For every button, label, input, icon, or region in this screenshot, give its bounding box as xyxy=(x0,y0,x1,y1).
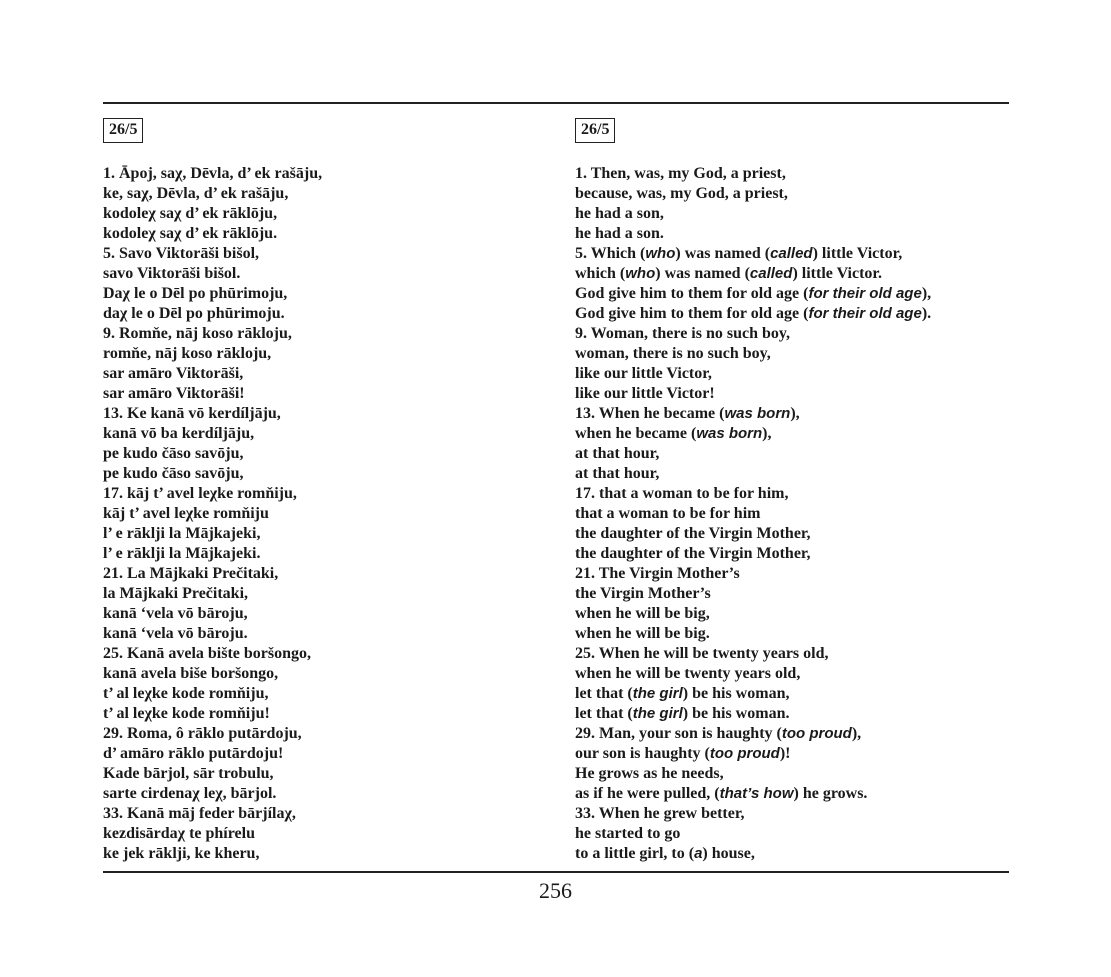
italic-gloss: called xyxy=(770,245,813,262)
translation-line xyxy=(575,344,1009,364)
translation-line xyxy=(575,764,1009,784)
verse-line: kanā ‘vela vō bāroju, xyxy=(103,605,248,622)
verse-line: sar amāro Viktorāši, xyxy=(103,365,244,382)
translation-verse-lines xyxy=(575,164,1009,864)
original-verse-lines xyxy=(103,164,543,864)
translation-line xyxy=(575,724,1009,744)
song-reference-tag: 26/5 xyxy=(575,118,615,143)
line-segment: 5. Which ( xyxy=(575,245,646,262)
translation-column xyxy=(575,118,1009,864)
italic-gloss: for their old age xyxy=(808,305,922,322)
line-segment: he started to go xyxy=(575,825,681,842)
translation-line xyxy=(575,464,1009,484)
verse-line: 25. Kanā avela bište boršongo, xyxy=(103,645,312,662)
verse-line: la Mājkaki Prečitaki, xyxy=(103,585,249,602)
translation-line xyxy=(575,284,1009,304)
verse-line: pe kudo čāso savōju, xyxy=(103,445,244,462)
line-segment: ). xyxy=(921,305,932,322)
translation-line xyxy=(575,644,1009,664)
line-segment: ) be his woman. xyxy=(682,705,790,722)
line-segment: the Virgin Mother’s xyxy=(575,585,711,602)
line-segment: 13. When he became ( xyxy=(575,405,725,422)
italic-gloss: for their old age xyxy=(808,285,922,302)
line-segment: ) he grows. xyxy=(793,785,868,802)
verse-line: 13. Ke kanā vō kerdíljāju, xyxy=(103,405,281,422)
line-segment: ), xyxy=(851,725,862,742)
italic-gloss: a xyxy=(694,845,703,862)
line-segment: ) little Victor. xyxy=(792,265,883,282)
translation-line xyxy=(575,364,1009,384)
translation-line xyxy=(575,804,1009,824)
verse-line: savo Viktorāši bišol. xyxy=(103,265,241,282)
verse-line: kodoleχ saχ d’ ek rāklōju. xyxy=(103,225,278,242)
line-segment: he had a son, xyxy=(575,205,664,222)
italic-gloss: the girl xyxy=(632,685,683,702)
line-segment: 29. Man, your son is haughty ( xyxy=(575,725,782,742)
translation-line xyxy=(575,224,1009,244)
italic-gloss: who xyxy=(645,245,676,262)
line-segment: like our little Victor! xyxy=(575,385,715,402)
line-segment: which ( xyxy=(575,265,626,282)
translation-line xyxy=(575,444,1009,464)
verse-line: ke jek rāklji, ke kheru, xyxy=(103,845,260,862)
line-segment: ) be his woman, xyxy=(682,685,790,702)
verse-line: Daχ le o Dēl po phūrimoju, xyxy=(103,285,288,302)
line-segment: God give him to them for old age ( xyxy=(575,305,809,322)
line-segment: because, was, my God, a priest, xyxy=(575,185,788,202)
line-segment: that a woman to be for him xyxy=(575,505,761,522)
line-segment: 21. The Virgin Mother’s xyxy=(575,565,740,582)
translation-line xyxy=(575,264,1009,284)
song-reference-tag: 26/5 xyxy=(103,118,143,143)
italic-gloss: too proud xyxy=(781,725,852,742)
line-segment: to a little girl, to ( xyxy=(575,845,695,862)
verse-line: sar amāro Viktorāši! xyxy=(103,385,245,402)
verse-line: 29. Roma, ô rāklo putārdoju, xyxy=(103,725,302,742)
line-segment: woman, there is no such boy, xyxy=(575,345,771,362)
line-segment: when he will be big. xyxy=(575,625,710,642)
translation-line xyxy=(575,604,1009,624)
line-segment: 1. Then, was, my God, a priest, xyxy=(575,165,786,182)
line-segment: God give him to them for old age ( xyxy=(575,285,809,302)
italic-gloss: that’s how xyxy=(719,785,794,802)
line-segment: ) little Victor, xyxy=(812,245,903,262)
top-rule xyxy=(103,102,1009,104)
translation-line xyxy=(575,424,1009,444)
verse-line: kāj t’ avel leχke romňiju xyxy=(103,505,269,522)
line-segment: 9. Woman, there is no such boy, xyxy=(575,325,791,342)
verse-line: sarte cirdenaχ leχ, bārjol. xyxy=(103,785,277,802)
line-segment: 25. When he will be twenty years old, xyxy=(575,645,829,662)
line-segment: let that ( xyxy=(575,685,633,702)
translation-line xyxy=(575,524,1009,544)
italic-gloss: was born xyxy=(724,405,791,422)
verse-line: romňe, nāj koso rākloju, xyxy=(103,345,272,362)
translation-line xyxy=(575,784,1009,804)
verse-line: kanā ‘vela vō bāroju. xyxy=(103,625,248,642)
line-segment: when he will be twenty years old, xyxy=(575,665,801,682)
verse-line: t’ al leχke kode romňiju! xyxy=(103,705,270,722)
translation-line xyxy=(575,744,1009,764)
line-segment: He grows as he needs, xyxy=(575,765,724,782)
italic-gloss: too proud xyxy=(709,745,780,762)
line-segment: he had a son. xyxy=(575,225,664,242)
line-segment: ) was named ( xyxy=(655,265,750,282)
verse-line: ke, saχ, Dēvla, d’ ek rašāju, xyxy=(103,185,289,202)
verse-line: 1. Āpoj, saχ, Dēvla, d’ ek rašāju, xyxy=(103,165,323,182)
line-segment: the daughter of the Virgin Mother, xyxy=(575,545,811,562)
verse-line: pe kudo čāso savōju, xyxy=(103,465,244,482)
verse-line: l’ e rāklji la Mājkajeki. xyxy=(103,545,261,562)
translation-line xyxy=(575,404,1009,424)
verse-line: Kade bārjol, sār trobulu, xyxy=(103,765,274,782)
verse-line: 33. Kanā māj feder bārjílaχ, xyxy=(103,805,296,822)
italic-gloss: called xyxy=(749,265,793,282)
verse-line: 9. Romňe, nāj koso rākloju, xyxy=(103,325,292,342)
verse-line: 21. La Mājkaki Prečitaki, xyxy=(103,565,279,582)
translation-line xyxy=(575,564,1009,584)
line-segment: let that ( xyxy=(575,705,633,722)
verse-line: t’ al leχke kode romňiju, xyxy=(103,685,269,702)
verse-line: d’ amāro rāklo putārdoju! xyxy=(103,745,284,762)
verse-line: kezdisārdaχ te phírelu xyxy=(103,825,255,842)
translation-line xyxy=(575,244,1009,264)
translation-line xyxy=(575,204,1009,224)
translation-line xyxy=(575,484,1009,504)
line-segment: when he will be big, xyxy=(575,605,710,622)
line-segment: at that hour, xyxy=(575,465,660,482)
translation-line xyxy=(575,384,1009,404)
line-segment: like our little Victor, xyxy=(575,365,712,382)
translation-line xyxy=(575,844,1009,864)
line-segment: ), xyxy=(762,425,772,442)
translation-line xyxy=(575,684,1009,704)
line-segment: ), xyxy=(790,405,800,422)
original-text-column xyxy=(103,118,543,864)
verse-line: daχ le o Dēl po phūrimoju. xyxy=(103,305,285,322)
translation-line xyxy=(575,624,1009,644)
translation-line xyxy=(575,704,1009,724)
verse-line: kodoleχ saχ d’ ek rāklōju, xyxy=(103,205,278,222)
verse-line: 17. kāj t’ avel leχke romňiju, xyxy=(103,485,297,502)
bottom-rule xyxy=(103,871,1009,873)
translation-line xyxy=(575,584,1009,604)
italic-gloss: was born xyxy=(696,425,763,442)
line-segment: ), xyxy=(921,285,932,302)
line-segment: the daughter of the Virgin Mother, xyxy=(575,525,811,542)
translation-line xyxy=(575,664,1009,684)
verse-line: 5. Savo Viktorāši bišol, xyxy=(103,245,260,262)
italic-gloss: the girl xyxy=(632,705,683,722)
verse-line: l’ e rāklji la Mājkajeki, xyxy=(103,525,261,542)
line-segment: )! xyxy=(779,745,791,762)
line-segment: as if he were pulled, ( xyxy=(575,785,720,802)
verse-line: kanā avela biše boršongo, xyxy=(103,665,279,682)
translation-line xyxy=(575,504,1009,524)
line-segment: at that hour, xyxy=(575,445,660,462)
translation-line xyxy=(575,164,1009,184)
line-segment: 33. When he grew better, xyxy=(575,805,745,822)
line-segment: ) was named ( xyxy=(675,245,771,262)
page-number: 256 xyxy=(539,878,572,903)
translation-line xyxy=(575,824,1009,844)
line-segment: our son is haughty ( xyxy=(575,745,710,762)
line-segment: 17. that a woman to be for him, xyxy=(575,485,789,502)
translation-line xyxy=(575,184,1009,204)
line-segment: ) house, xyxy=(702,845,755,862)
verse-line: kanā vō ba kerdíljāju, xyxy=(103,425,255,442)
translation-line xyxy=(575,304,1009,324)
line-segment: when he became ( xyxy=(575,425,697,442)
translation-line xyxy=(575,544,1009,564)
italic-gloss: who xyxy=(625,265,656,282)
translation-line xyxy=(575,324,1009,344)
